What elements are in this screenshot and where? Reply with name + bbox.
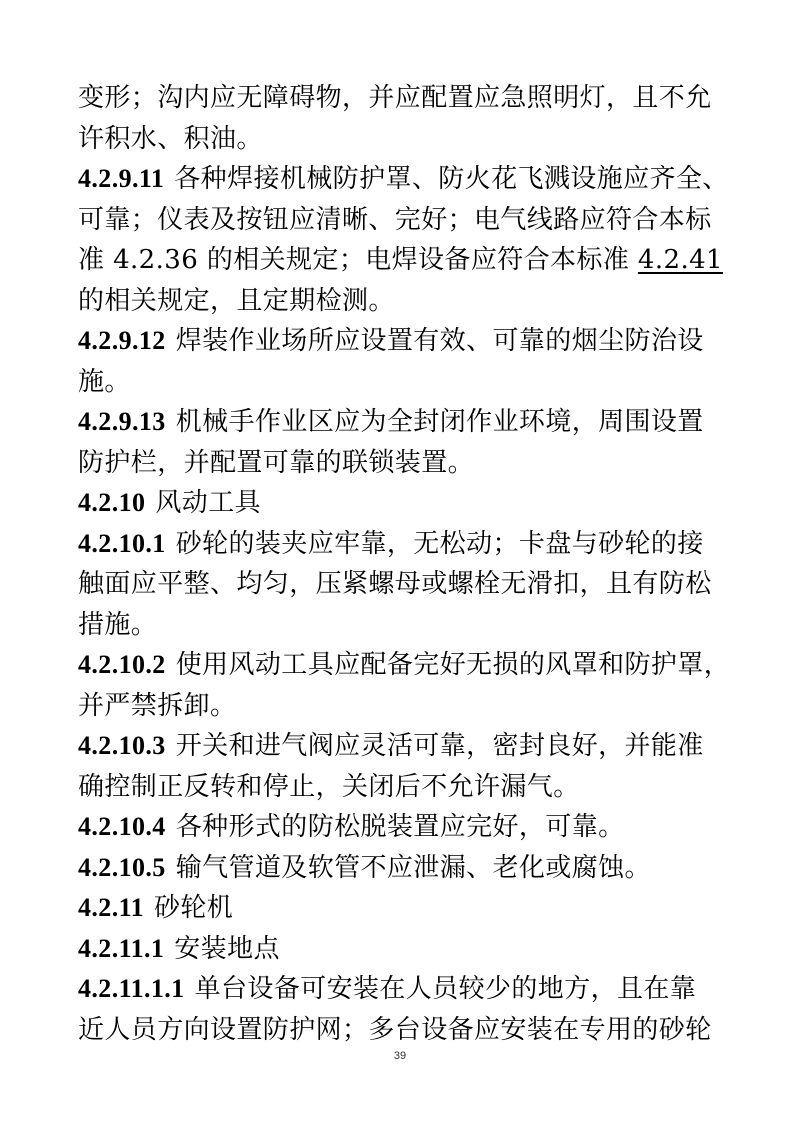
document-body <box>78 78 738 1050</box>
section-heading-line <box>78 888 738 929</box>
clause-number: 4.2.11.1.1 <box>78 974 185 1003</box>
text-line <box>78 281 738 322</box>
clause-number: 4.2.10.5 <box>78 852 166 882</box>
clause-number: 4.2.10.2 <box>78 650 166 679</box>
clause-heading-line <box>78 402 738 443</box>
clause-heading-line <box>78 524 738 565</box>
line-text: 触面应平整、均匀，压紧螺母或螺栓无滑扣，且有防松 <box>78 569 712 599</box>
section-number: 4.2.11 <box>78 893 144 922</box>
clause-number: 4.2.10.4 <box>78 812 166 841</box>
clause-number: 4.2.9.12 <box>78 326 166 355</box>
line-text: 使用风动工具应配备完好无损的风罩和防护罩， <box>175 650 731 680</box>
clause-number: 4.2.9.11 <box>78 164 165 193</box>
line-text: 确控制正反转和停止，关闭后不允许漏气。 <box>78 771 580 802</box>
text-line <box>78 767 738 808</box>
text-line <box>78 78 738 119</box>
text-line <box>78 564 738 605</box>
text-line <box>78 686 738 727</box>
clause-heading-line <box>78 321 738 362</box>
clause-number: 4.2.10.1 <box>78 528 166 558</box>
line-text: 防护栏，并配置可靠的联锁装置。 <box>78 447 475 478</box>
text-line <box>78 443 738 484</box>
line-text: 各种形式的防松脱装置应完好，可靠。 <box>175 812 625 842</box>
line-text: 开关和进气阀应灵活可靠，密封良好，并能准 <box>175 731 704 761</box>
clause-number: 4.2.10.3 <box>78 731 166 760</box>
line-text: 输气管道及软管不应泄漏、老化或腐蚀。 <box>175 852 651 883</box>
section-heading-line <box>78 483 738 524</box>
text-line <box>78 200 738 241</box>
subsection-heading-line <box>78 929 738 970</box>
page-number: 39 <box>393 1050 407 1062</box>
line-text: 焊装作业场所应设置有效、可靠的烟尘防治设 <box>175 326 704 356</box>
standard-reference-link[interactable]: 4.2.41 <box>637 245 724 275</box>
line-text: 的相关规定，且定期检测。 <box>78 285 395 316</box>
text-line <box>78 362 738 403</box>
text-line <box>78 1010 738 1051</box>
clause-heading-line <box>78 645 738 686</box>
clause-heading-line <box>78 159 738 200</box>
line-text: 并严禁拆卸。 <box>78 690 237 721</box>
clause-number: 4.2.9.13 <box>78 407 166 436</box>
line-text: 变形；沟内应无障碍物，并应配置应急照明灯，且不允 <box>78 83 712 113</box>
text-line <box>78 605 738 646</box>
line-text: 许积水、积油。 <box>78 123 263 154</box>
text-line <box>78 240 738 281</box>
subsection-number: 4.2.11.1 <box>78 933 165 963</box>
line-text: 机械手作业区应为全封闭作业环境，周围设置 <box>175 407 704 437</box>
subsection-title: 安装地点 <box>174 933 280 964</box>
text-line <box>78 119 738 160</box>
line-text: 近人员方向设置防护网；多台设备应安装在专用的砂轮 <box>78 1014 712 1045</box>
line-text: 准 4.2.36 的相关规定；电焊设备应符合本标准 <box>78 245 638 275</box>
line-text: 措施。 <box>78 609 158 640</box>
clause-heading-line <box>78 807 738 848</box>
line-text: 砂轮的装夹应牢靠，无松动；卡盘与砂轮的接 <box>175 528 704 559</box>
clause-heading-line <box>78 726 738 767</box>
clause-heading-line <box>78 848 738 889</box>
section-title: 砂轮机 <box>153 893 234 923</box>
clause-heading-line <box>78 969 738 1010</box>
line-text: 可靠；仪表及按钮应清晰、完好；电气线路应符合本标 <box>78 204 712 235</box>
section-title: 风动工具 <box>155 488 262 518</box>
line-text: 各种焊接机械防护罩、防火花飞溅设施应齐全、 <box>174 164 729 194</box>
section-number: 4.2.10 <box>78 488 146 517</box>
line-text: 单台设备可安装在人员较少的地方，且在靠 <box>194 974 697 1004</box>
line-text: 施。 <box>78 366 131 397</box>
